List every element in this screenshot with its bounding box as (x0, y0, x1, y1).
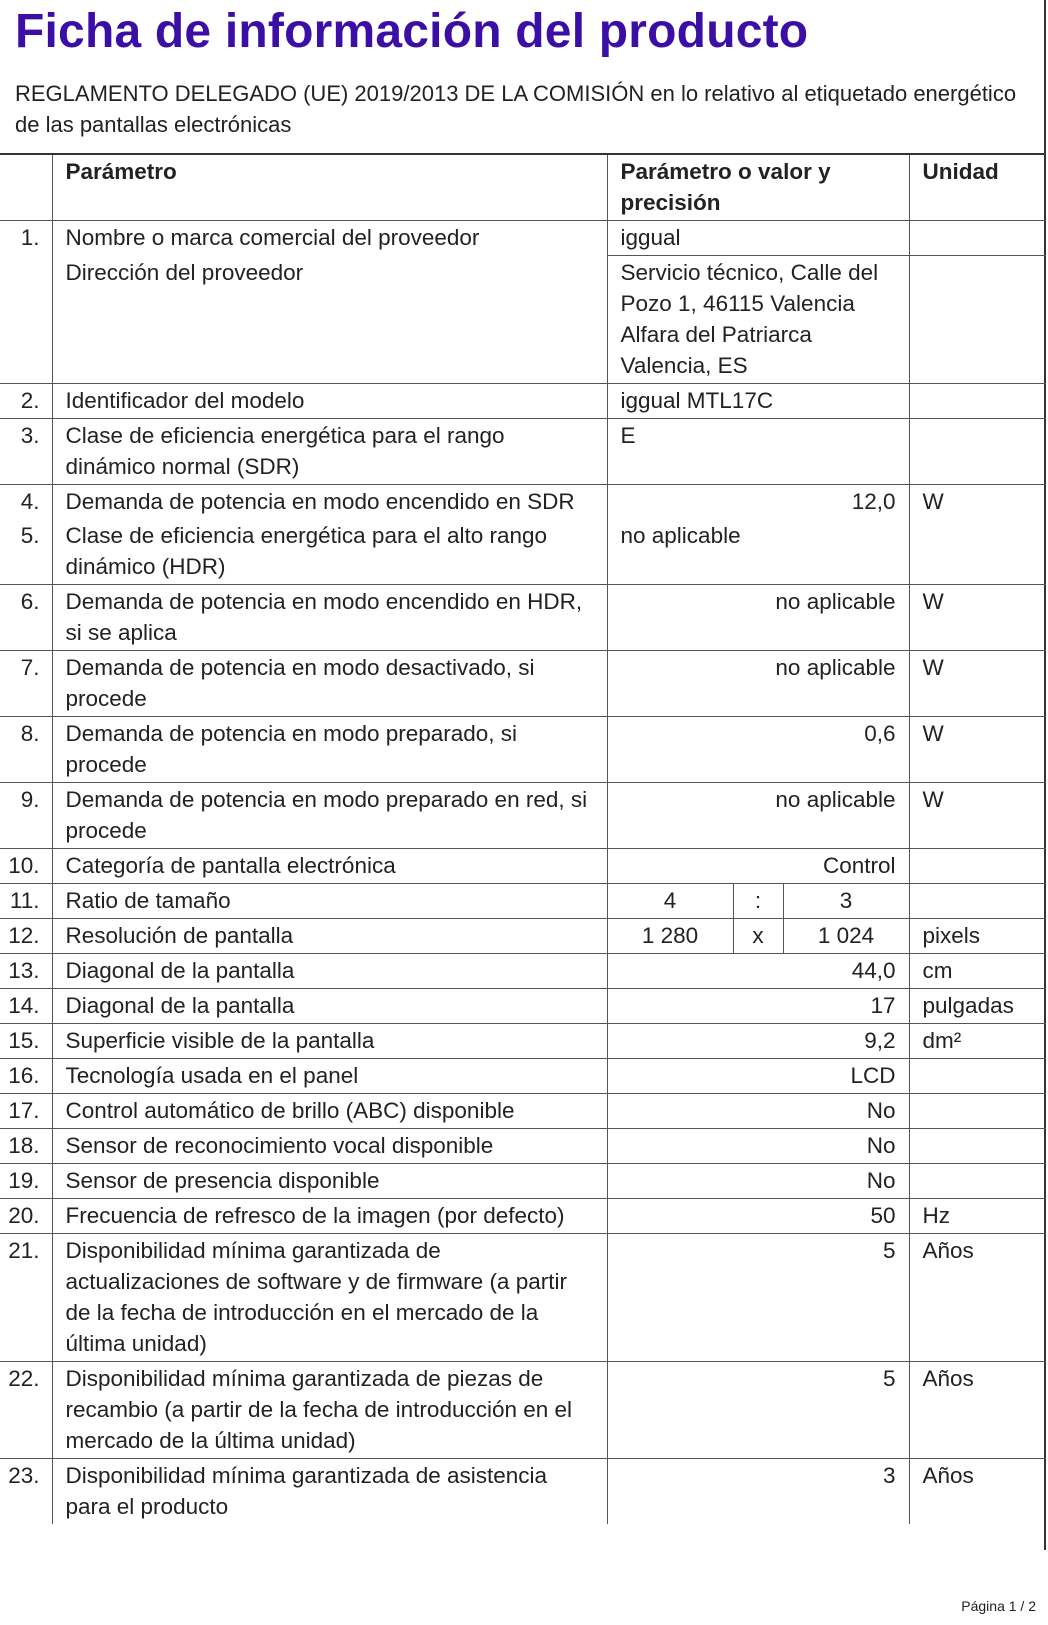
table-row (0, 1059, 1046, 1094)
row-value: Servicio técnico, Calle del Pozo 1, 46115 Valencia Alfara del Patriarca Valencia, ES (607, 256, 909, 384)
row-number: 19. (0, 1164, 52, 1199)
row-parameter: Categoría de pantalla electrónica (52, 849, 607, 884)
product-info-table (0, 153, 1046, 1524)
row-value-b: 1 024 (783, 919, 909, 954)
row-number: 23. (0, 1459, 52, 1525)
row-parameter: Diagonal de la pantalla (52, 954, 607, 989)
row-value: no aplicable (607, 519, 909, 585)
row-unit: W (909, 783, 1046, 849)
row-value-separator: : (733, 884, 783, 919)
row-parameter: Frecuencia de refresco de la imagen (por defecto) (52, 1199, 607, 1234)
row-number: 17. (0, 1094, 52, 1129)
row-unit: Años (909, 1362, 1046, 1459)
row-value: 44,0 (607, 954, 909, 989)
table-row (0, 651, 1046, 717)
row-unit: cm (909, 954, 1046, 989)
row-parameter: Resolución de pantalla (52, 919, 607, 954)
header-value: Parámetro o valor y precisión (607, 154, 909, 221)
row-value: Control (607, 849, 909, 884)
row-unit (909, 884, 1046, 919)
row-unit: W (909, 717, 1046, 783)
row-unit: Hz (909, 1199, 1046, 1234)
table-row (0, 717, 1046, 783)
table-row (0, 519, 1046, 585)
row-unit (909, 384, 1046, 419)
row-parameter: Disponibilidad mínima garantizada de piezas de recambio (a partir de la fecha de introducción en el mercado de la última unidad) (52, 1362, 607, 1459)
row-unit (909, 256, 1046, 384)
row-value: 9,2 (607, 1024, 909, 1059)
row-value: 17 (607, 989, 909, 1024)
table-row (0, 221, 1046, 256)
row-value: LCD (607, 1059, 909, 1094)
table-row (0, 1094, 1046, 1129)
table-row (0, 783, 1046, 849)
row-unit: Años (909, 1459, 1046, 1525)
table-row (0, 1459, 1046, 1525)
row-unit: pulgadas (909, 989, 1046, 1024)
page-number: Página 1 / 2 (961, 1598, 1036, 1614)
row-value: E (607, 419, 909, 485)
row-number: 9. (0, 783, 52, 849)
table-row (0, 419, 1046, 485)
table-row (0, 256, 1046, 384)
row-unit (909, 419, 1046, 485)
row-number: 3. (0, 419, 52, 485)
row-number: 20. (0, 1199, 52, 1234)
table-row (0, 954, 1046, 989)
table-row (0, 884, 1046, 919)
page-title: Ficha de información del producto (15, 5, 809, 58)
product-info-table-body (0, 154, 1046, 1524)
row-number: 4. (0, 485, 52, 520)
row-value-a: 1 280 (607, 919, 733, 954)
table-header-row (0, 154, 1046, 221)
row-unit (909, 1164, 1046, 1199)
row-value: 12,0 (607, 485, 909, 520)
row-unit: dm² (909, 1024, 1046, 1059)
row-unit (909, 849, 1046, 884)
row-unit (909, 1094, 1046, 1129)
row-parameter: Demanda de potencia en modo encendido en SDR (52, 485, 607, 520)
row-parameter: Demanda de potencia en modo preparado, si procede (52, 717, 607, 783)
row-parameter: Disponibilidad mínima garantizada de asistencia para el producto (52, 1459, 607, 1525)
row-number: 14. (0, 989, 52, 1024)
header-number (0, 154, 52, 221)
table-row (0, 1362, 1046, 1459)
header-unit: Unidad (909, 154, 1046, 221)
row-parameter: Dirección del proveedor (52, 256, 607, 384)
row-parameter: Sensor de presencia disponible (52, 1164, 607, 1199)
row-parameter: Diagonal de la pantalla (52, 989, 607, 1024)
row-parameter: Ratio de tamaño (52, 884, 607, 919)
row-value: iggual (607, 221, 909, 256)
row-value: 50 (607, 1199, 909, 1234)
row-number: 22. (0, 1362, 52, 1459)
row-unit: Años (909, 1234, 1046, 1362)
row-number: 1. (0, 221, 52, 256)
table-row (0, 1164, 1046, 1199)
row-number: 16. (0, 1059, 52, 1094)
row-number: 13. (0, 954, 52, 989)
row-value: no aplicable (607, 783, 909, 849)
row-number: 12. (0, 919, 52, 954)
row-number (0, 256, 52, 384)
row-number: 8. (0, 717, 52, 783)
row-number: 6. (0, 585, 52, 651)
row-parameter: Demanda de potencia en modo preparado en red, si procede (52, 783, 607, 849)
table-row (0, 989, 1046, 1024)
row-parameter: Sensor de reconocimiento vocal disponible (52, 1129, 607, 1164)
row-parameter: Demanda de potencia en modo encendido en HDR, si se aplica (52, 585, 607, 651)
row-parameter: Disponibilidad mínima garantizada de actualizaciones de software y de firmware (a partir de la fecha de introducción en el mercado de la última unidad) (52, 1234, 607, 1362)
row-parameter: Demanda de potencia en modo desactivado, si procede (52, 651, 607, 717)
table-row (0, 919, 1046, 954)
table-row (0, 585, 1046, 651)
row-number: 18. (0, 1129, 52, 1164)
table-row (0, 849, 1046, 884)
row-number: 21. (0, 1234, 52, 1362)
table-row (0, 1234, 1046, 1362)
row-number: 5. (0, 519, 52, 585)
row-number: 10. (0, 849, 52, 884)
row-unit (909, 1129, 1046, 1164)
row-value-b: 3 (783, 884, 909, 919)
regulation-subtitle: REGLAMENTO DELEGADO (UE) 2019/2013 DE LA COMISIÓN en lo relativo al etiquetado energético de las pantallas electrónicas (15, 81, 1017, 137)
row-parameter: Identificador del modelo (52, 384, 607, 419)
row-parameter: Control automático de brillo (ABC) disponible (52, 1094, 607, 1129)
row-number: 11. (0, 884, 52, 919)
row-parameter: Superficie visible de la pantalla (52, 1024, 607, 1059)
row-parameter: Nombre o marca comercial del proveedor (52, 221, 607, 256)
header-parameter: Parámetro (52, 154, 607, 221)
row-value: no aplicable (607, 651, 909, 717)
row-number: 2. (0, 384, 52, 419)
row-value-separator: x (733, 919, 783, 954)
row-value-a: 4 (607, 884, 733, 919)
row-unit (909, 519, 1046, 585)
row-value: No (607, 1094, 909, 1129)
row-number: 15. (0, 1024, 52, 1059)
row-value: 5 (607, 1362, 909, 1459)
table-row (0, 384, 1046, 419)
row-unit: pixels (909, 919, 1046, 954)
row-value: iggual MTL17C (607, 384, 909, 419)
table-row (0, 485, 1046, 520)
row-parameter: Clase de eficiencia energética para el rango dinámico normal (SDR) (52, 419, 607, 485)
row-unit: W (909, 651, 1046, 717)
row-value: 3 (607, 1459, 909, 1525)
row-value: No (607, 1129, 909, 1164)
row-value: No (607, 1164, 909, 1199)
row-unit: W (909, 585, 1046, 651)
row-parameter: Tecnología usada en el panel (52, 1059, 607, 1094)
row-number: 7. (0, 651, 52, 717)
row-unit: W (909, 485, 1046, 520)
row-value: 5 (607, 1234, 909, 1362)
table-row (0, 1129, 1046, 1164)
row-value: no aplicable (607, 585, 909, 651)
row-unit (909, 1059, 1046, 1094)
row-value: 0,6 (607, 717, 909, 783)
table-row (0, 1024, 1046, 1059)
row-parameter: Clase de eficiencia energética para el alto rango dinámico (HDR) (52, 519, 607, 585)
row-unit (909, 221, 1046, 256)
table-row (0, 1199, 1046, 1234)
